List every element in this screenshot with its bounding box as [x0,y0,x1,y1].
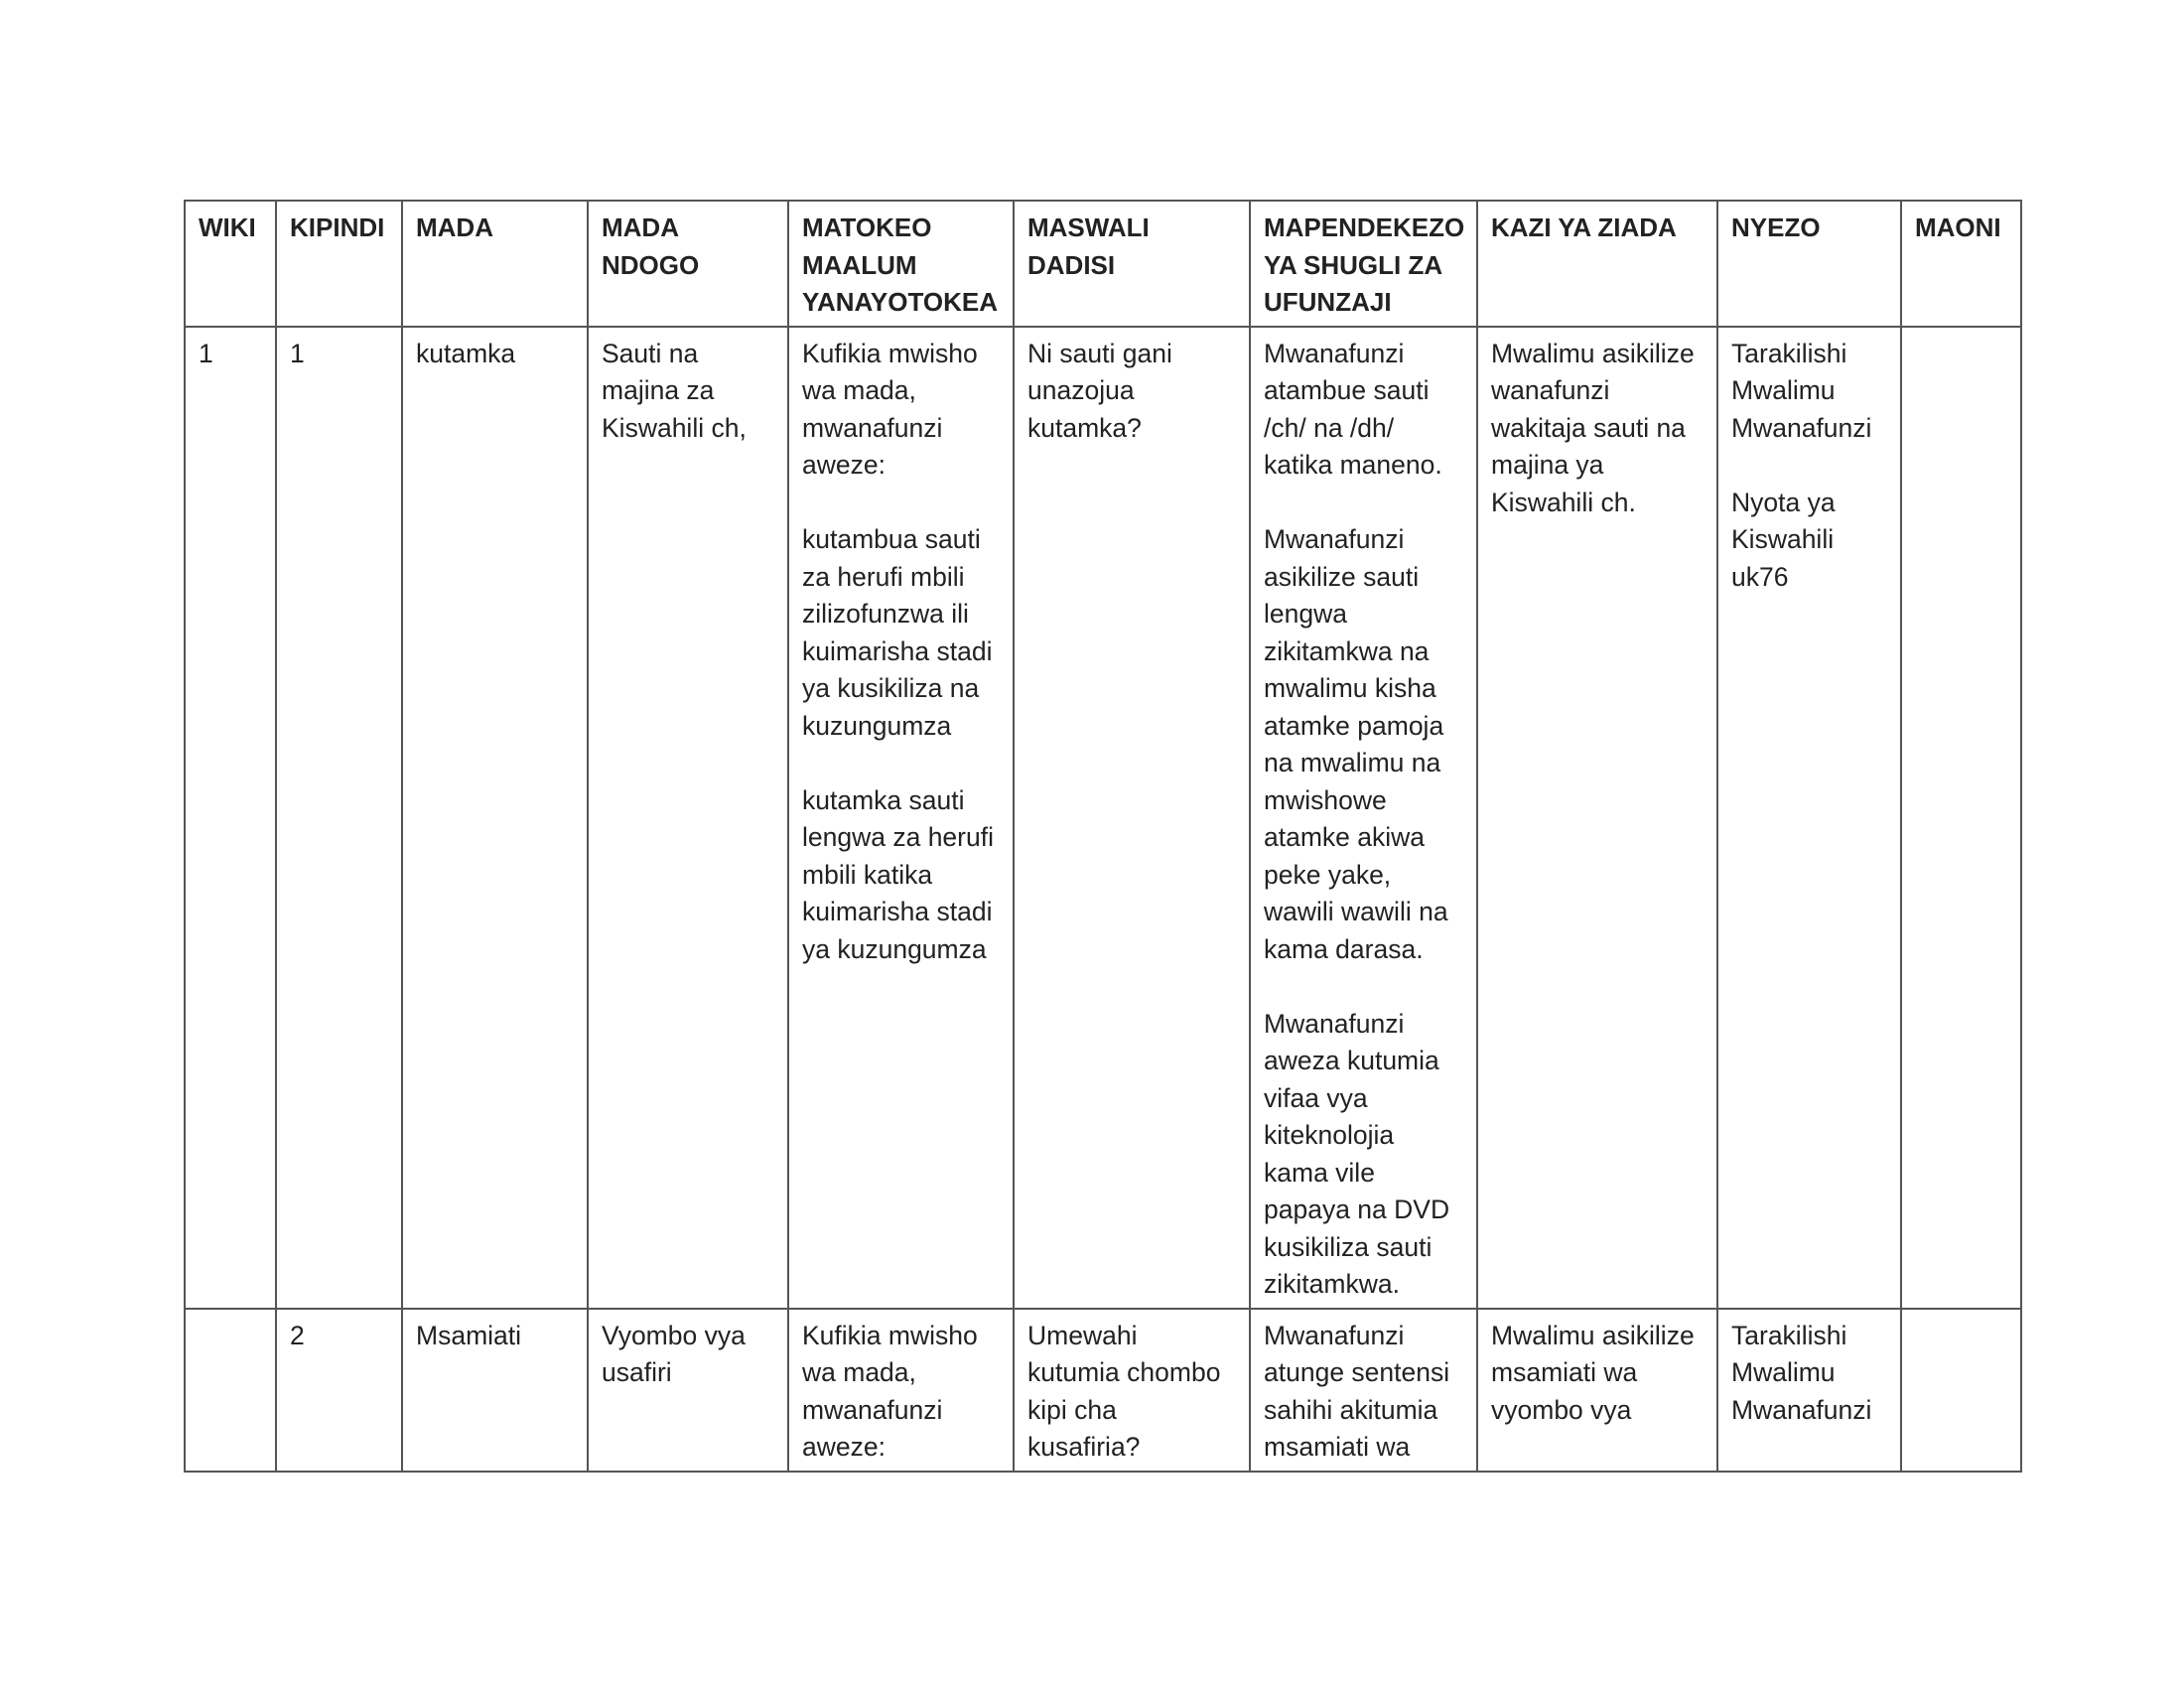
header-wiki: WIKI [185,201,276,327]
header-mapendekezo: MAPENDEKEZO YA SHUGLI ZA UFUNZAJI [1250,201,1477,327]
table-row [185,1309,2021,1472]
header-maoni: MAONI [1901,201,2021,327]
cell-kazi-ziada: Mwalimu asikilize msamiati wa vyombo vya [1477,1309,1717,1472]
cell-matokeo: Kufikia mwisho wa mada, mwanafunzi aweze: kutambua sauti za herufi mbili zilizofunzwa ili kuimarisha stadi ya kusikiliza na kuzungumza kutamka sauti lengwa za herufi mbili katika kuimarisha stadi ya kuzungumza [788,327,1014,1309]
scheme-of-work-table [184,200,2022,1473]
header-mada: MADA [402,201,588,327]
header-kipindi: KIPINDI [276,201,402,327]
header-kazi-ziada: KAZI YA ZIADA [1477,201,1717,327]
header-nyezo: NYEZO [1717,201,1901,327]
cell-kipindi: 2 [276,1309,402,1472]
cell-nyezo: Tarakilishi Mwalimu Mwanafunzi [1717,1309,1901,1472]
cell-kazi-ziada: Mwalimu asikilize wanafunzi wakitaja sauti na majina ya Kiswahili ch. [1477,327,1717,1309]
header-mada-ndogo: MADA NDOGO [588,201,788,327]
cell-wiki: 1 [185,327,276,1309]
cell-matokeo: Kufikia mwisho wa mada, mwanafunzi aweze: [788,1309,1014,1472]
table-row [185,327,2021,1309]
cell-mapendekezo: Mwanafunzi atunge sentensi sahihi akitumia msamiati wa [1250,1309,1477,1472]
header-row [185,201,2021,327]
header-maswali: MASWALI DADISI [1014,201,1250,327]
cell-mada: Msamiati [402,1309,588,1472]
cell-maoni [1901,1309,2021,1472]
cell-mada-ndogo: Vyombo vya usafiri [588,1309,788,1472]
cell-mada: kutamka [402,327,588,1309]
cell-wiki [185,1309,276,1472]
cell-maoni [1901,327,2021,1309]
cell-kipindi: 1 [276,327,402,1309]
cell-nyezo: Tarakilishi Mwalimu Mwanafunzi Nyota ya Kiswahili uk76 [1717,327,1901,1309]
cell-mapendekezo: Mwanafunzi atambue sauti /ch/ na /dh/ katika maneno. Mwanafunzi asikilize sauti lengwa zikitamkwa na mwalimu kisha atamke pamoja na mwalimu na mwishowe atamke akiwa peke yake, wawili wawili na kama darasa. Mwanafunzi aweza kutumia vifaa vya kiteknolojia kama vile papaya na DVD kusikiliza sauti zikitamkwa. [1250,327,1477,1309]
cell-mada-ndogo: Sauti na majina za Kiswahili ch, [588,327,788,1309]
header-matokeo: MATOKEO MAALUM YANAYOTOKEA [788,201,1014,327]
cell-maswali: Umewahi kutumia chombo kipi cha kusafiria? [1014,1309,1250,1472]
cell-maswali: Ni sauti gani unazojua kutamka? [1014,327,1250,1309]
